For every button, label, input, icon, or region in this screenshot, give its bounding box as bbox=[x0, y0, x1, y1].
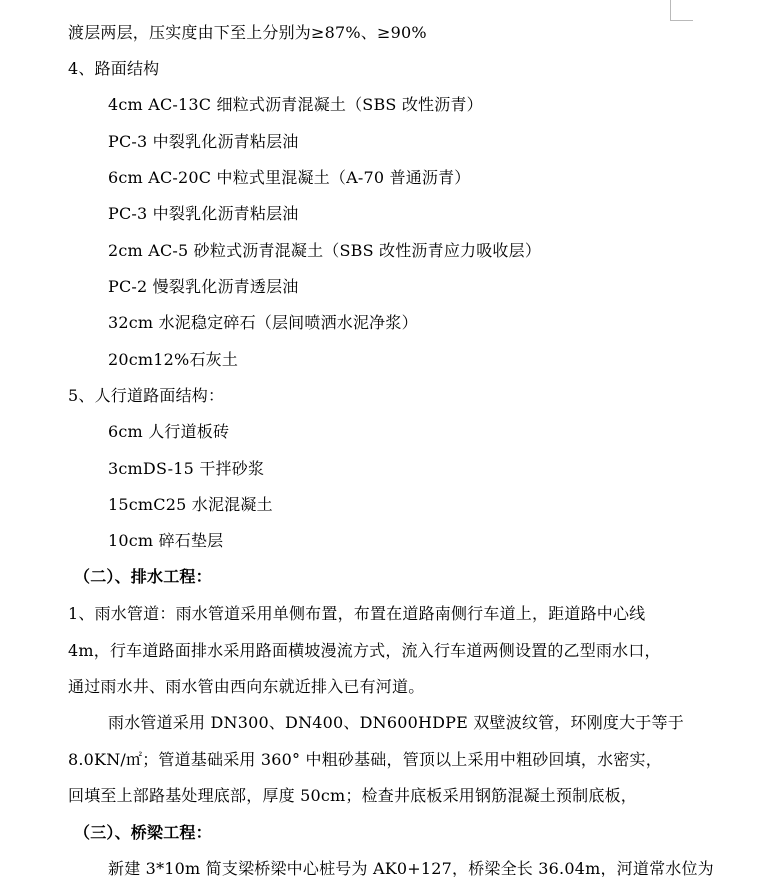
list-item: PC-2 慢裂乳化沥青透层油 bbox=[108, 277, 299, 296]
section-heading-drainage: （二）、排水工程： bbox=[74, 567, 212, 586]
list-item: 3cmDS-15 干拌砂浆 bbox=[108, 459, 265, 478]
list-item: 20cm12%石灰土 bbox=[108, 350, 239, 369]
list-item: 4cm AC-13C 细粒式沥青混凝土（SBS 改性沥青） bbox=[108, 95, 483, 114]
paragraph-line: 新建 3*10m 简支梁桥梁中心桩号为 AK0+127，桥梁全长 36.04m，河道常水位为 bbox=[108, 859, 714, 877]
paragraph-line: 通过雨水井、雨水管由西向东就近排入已有河道。 bbox=[68, 677, 425, 696]
list-item: 2cm AC-5 砂粒式沥青混凝土（SBS 改性沥青应力吸收层） bbox=[108, 241, 542, 260]
paragraph-line: 8.0KN/㎡；管道基础采用 360° 中粗砂基础，管顶以上采用中粗砂回填，水密实， bbox=[68, 750, 662, 769]
section-heading-sidewalk: 5、人行道路面结构： bbox=[68, 386, 225, 405]
section-heading-bridge: （三）、桥梁工程： bbox=[74, 823, 212, 842]
list-item: PC-3 中裂乳化沥青粘层油 bbox=[108, 132, 299, 151]
section-heading-pavement: 4、路面结构 bbox=[68, 59, 160, 78]
list-item: 6cm AC-20C 中粒式里混凝土（A-70 普通沥青） bbox=[108, 168, 471, 187]
list-item: PC-3 中裂乳化沥青粘层油 bbox=[108, 204, 299, 223]
paragraph-line: 渡层两层，压实度由下至上分别为≥87%、≥90% bbox=[68, 23, 427, 42]
paragraph-line: 回填至上部路基处理底部，厚度 50cm；检查井底板采用钢筋混凝土预制底板， bbox=[68, 786, 637, 805]
paragraph-line: 雨水管道采用 DN300、DN400、DN600HDPE 双壁波纹管，环刚度大于等于 bbox=[108, 713, 684, 732]
list-item: 10cm 碎石垫层 bbox=[108, 531, 224, 550]
list-item: 6cm 人行道板砖 bbox=[108, 422, 230, 441]
list-item: 32cm 水泥稳定碎石（层间喷洒水泥净浆） bbox=[108, 313, 418, 332]
paragraph-line: 4m，行车道路面排水采用路面横坡漫流方式，流入行车道两侧设置的乙型雨水口， bbox=[68, 641, 661, 660]
page-corner-mark bbox=[670, 0, 693, 21]
paragraph-line: 1、雨水管道：雨水管道采用单侧布置，布置在道路南侧行车道上，距道路中心线 bbox=[68, 604, 646, 623]
list-item: 15cmC25 水泥混凝土 bbox=[108, 495, 273, 514]
